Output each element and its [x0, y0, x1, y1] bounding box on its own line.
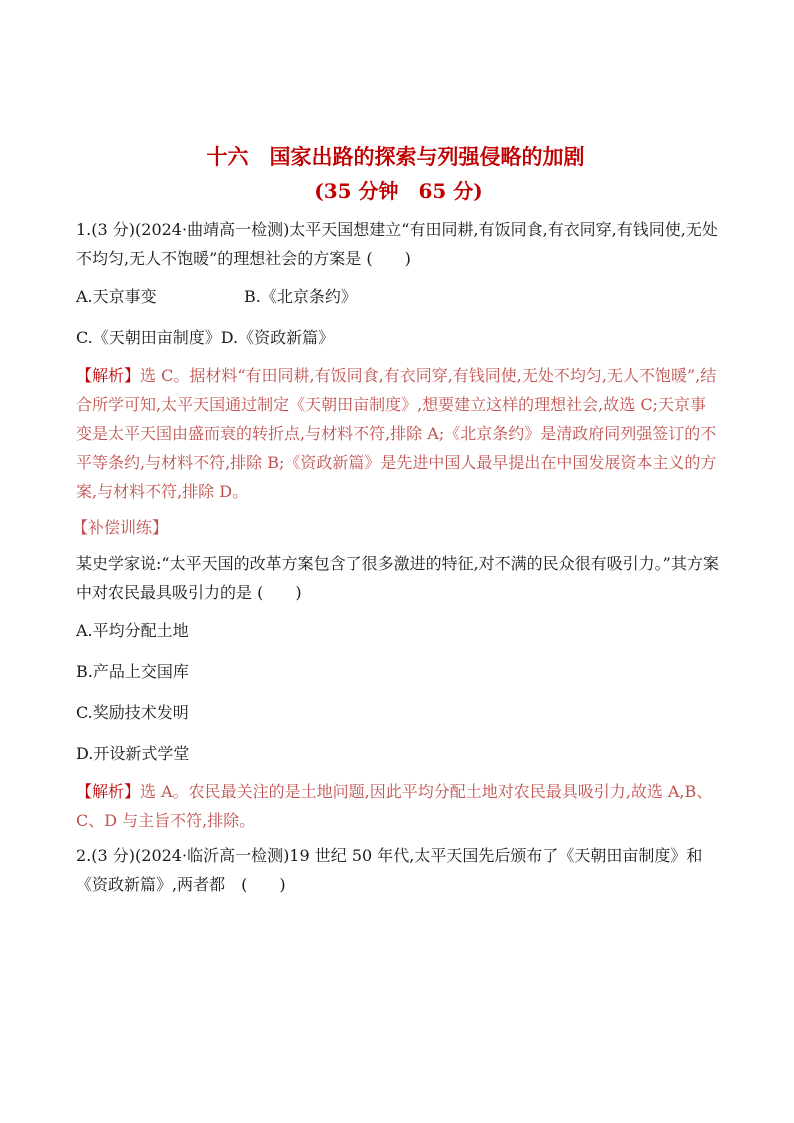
- question-1-option-c: C.《天朝田亩制度》: [76, 328, 221, 347]
- question-1-option-d: D.《资政新篇》: [220, 328, 335, 347]
- analysis-tag: 【解析】: [76, 366, 141, 385]
- page-title: 十六 国家出路的探索与列强侵略的加剧: [206, 145, 585, 169]
- supplement-analysis: [76, 774, 721, 838]
- question-1-option-b: B.《北京条约》: [244, 287, 357, 306]
- supplement-option-b: B.产品上交国库: [76, 662, 189, 681]
- analysis-tag: 【解析】: [76, 782, 141, 801]
- supplement-option-a: A.平均分配土地: [76, 621, 189, 640]
- supplement-option-c: C.奖励技术发明: [76, 703, 189, 722]
- question-2-stem: 2.(3 分)(2024·临沂高一检测)19 世纪 50 年代,太平天国先后颁布了《天朝田亩制度》和《资政新篇》,两者都 ( ): [76, 846, 703, 894]
- question-1-options-row-1: [76, 276, 721, 317]
- question-1-options-row-2: [76, 317, 721, 358]
- question-1-option-a: A.天京事变: [76, 287, 157, 306]
- page-subtitle: (35 分钟 65 分): [314, 179, 483, 203]
- supplement-stem: 某史学家说:“太平天国的改革方案包含了很多激进的特征,对不满的民众很有吸引力。”其方案中对农民最具吸引力的是 ( ): [76, 554, 719, 602]
- supplement-option-d: D.开设新式学堂: [76, 744, 190, 763]
- analysis-text: 选 A。农民最关注的是土地问题,因此平均分配土地对农民最具吸引力,故选 A,B、C、D 与主旨不符,排除。: [76, 782, 713, 830]
- analysis-text: 选 C。据材料“有田同耕,有饭同食,有衣同穿,有钱同使,无处不均匀,无人不饱暖”,结合所学可知,太平天国通过制定《天朝田亩制度》,想要建立这样的理想社会,故选 C;天京事变是太平天国由盛而衰的转折点,与材料不符,排除 A;《北京条约》是清政府同列强签订的不平等条约,与材料不符,排除 B;《资政新篇》是先进中国人最早提出在中国发展资本主义的方案,与材料不符,排除 D。: [76, 366, 717, 501]
- question-1-stem: 1.(3 分)(2024·曲靖高一检测)太平天国想建立“有田同耕,有饭同食,有衣同穿,有钱同使,无处不均匀,无人不饱暖”的理想社会的方案是 ( ): [76, 220, 718, 268]
- supplement-label: 【补偿训练】: [72, 518, 169, 537]
- question-1-analysis: [76, 358, 721, 509]
- document-page: [72, 140, 721, 902]
